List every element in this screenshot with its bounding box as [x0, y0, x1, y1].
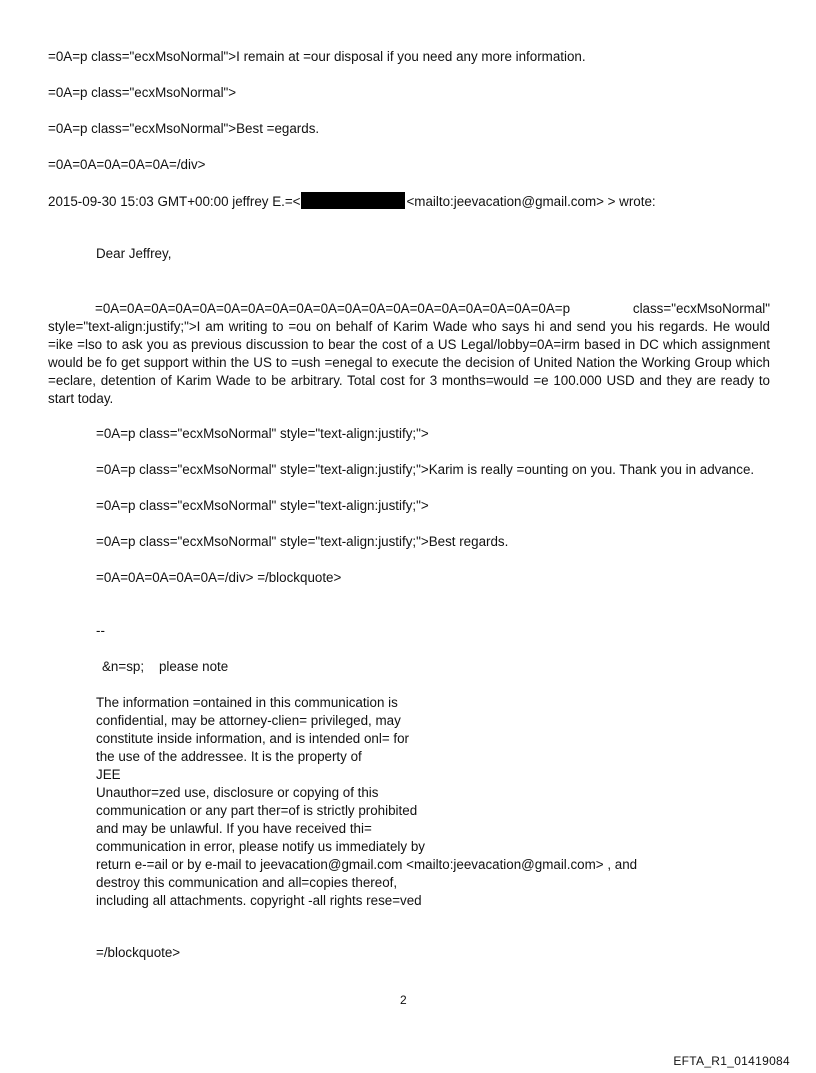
disclaimer-block: [96, 694, 637, 910]
close-blockquote-line: =0A=0A=0A=0A=0A=/div> =/blockquote>: [96, 570, 342, 585]
line-close-div: =0A=0A=0A=0A=0A=/div>: [48, 157, 206, 172]
disclaimer-line: confidential, may be attorney-clien= privileged, may: [96, 713, 401, 728]
line-best-egards: =0A=p class="ecxMsoNormal">Best =egards.: [48, 121, 320, 136]
disclaimer-line: destroy this communication and all=copies thereof,: [96, 875, 398, 890]
please-note: &n=sp; please note: [102, 659, 229, 674]
email-header-line: [48, 192, 656, 211]
end-blockquote: =/blockquote>: [96, 945, 181, 960]
redaction-box: [301, 192, 405, 209]
disclaimer-line: including all attachments. copyright -all rights rese=ved: [96, 893, 422, 908]
header-suffix: <mailto:jeevacation@gmail.com> > wrote:: [406, 194, 656, 209]
disclaimer-line: The information =ontained in this communication is: [96, 695, 398, 710]
disclaimer-line: the use of the addressee. It is the property of: [96, 749, 362, 764]
page-number: 2: [400, 993, 407, 1007]
body-paragraph: =0A=0A=0A=0A=0A=0A=0A=0A=0A=0A=0A=0A=0A=0A=0A=0A=0A=0A=0A=p class="ecxMsoNormal" style="text-align:justify;">I am writing to =ou on behalf of Karim Wade who says hi and send you his regards. He would =ike =lso to ask you as previous discussion to bear the cost of a US Legal/lobby=0A=irm based in DC which assignment would be fo get support within the US to =ush =enegal to execute the decision of United Nation the Working Group which =eclare, detention of Karim Wade to be arbitrary. Total cost for 3 months=would =e 100.000 USD and they are ready to start today.: [48, 301, 770, 406]
signature-dashes: --: [96, 623, 105, 638]
disclaimer-line: JEE: [96, 767, 121, 782]
disclaimer-line: and may be unlawful. If you have received thi=: [96, 821, 372, 836]
justify-line-best-regards: =0A=p class="ecxMsoNormal" style="text-align:justify;">Best regards.: [96, 534, 509, 549]
disclaimer-line: communication in error, please notify us immediately by: [96, 839, 425, 854]
justify-line-3: =0A=p class="ecxMsoNormal" style="text-align:justify;">: [96, 498, 429, 513]
disclaimer-line: constitute inside information, and is intended onl= for: [96, 731, 410, 746]
disclaimer-line: communication or any part ther=of is strictly prohibited: [96, 803, 418, 818]
justify-line-1: =0A=p class="ecxMsoNormal" style="text-align:justify;">: [96, 426, 429, 441]
disclaimer-line: Unauthor=zed use, disclosure or copying of this: [96, 785, 379, 800]
disclaimer-line: return e-=ail or by e-mail to jeevacation@gmail.com <mailto:jeevacation@gmail.com> , and: [96, 857, 638, 872]
justify-line-karim: =0A=p class="ecxMsoNormal" style="text-align:justify;">Karim is really =ounting on you. Thank you in advance.: [96, 462, 755, 477]
header-prefix: 2015-09-30 15:03 GMT+00:00 jeffrey E.=<: [48, 194, 301, 209]
line-remain-at-disposal: =0A=p class="ecxMsoNormal">I remain at =our disposal if you need any more information.: [48, 49, 586, 64]
line-empty-paragraph: =0A=p class="ecxMsoNormal">: [48, 85, 237, 100]
document-id-footer: EFTA_R1_01419084: [673, 1054, 790, 1068]
greeting: Dear Jeffrey,: [96, 246, 172, 261]
